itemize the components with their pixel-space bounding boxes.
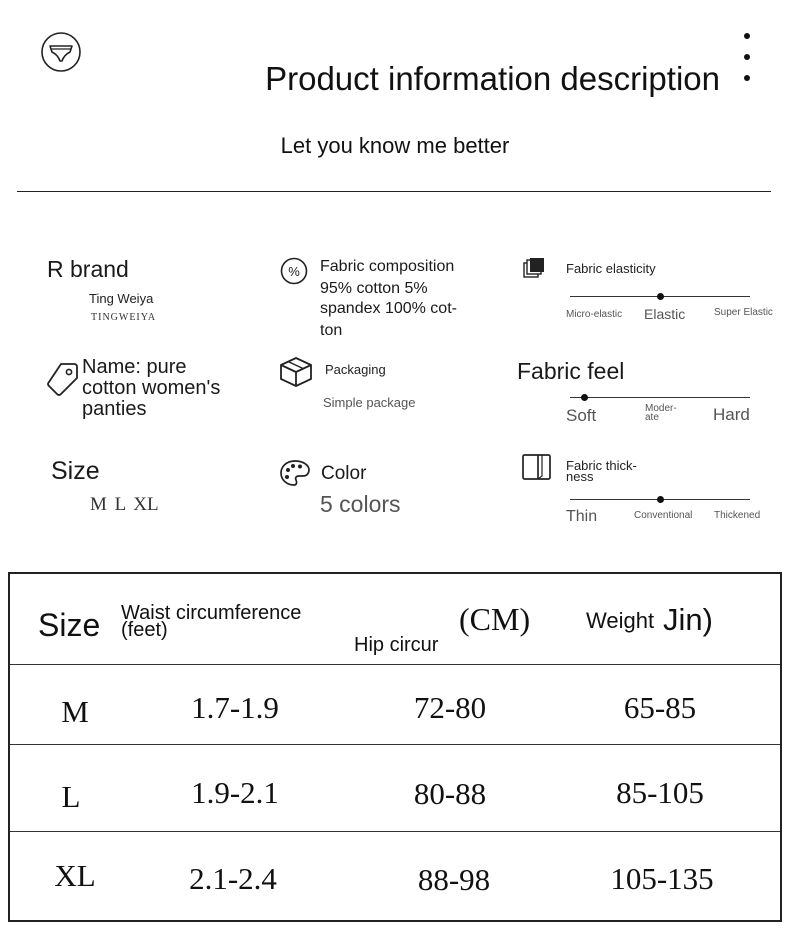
percent-icon: [280, 257, 308, 285]
table-cell-waist: 2.1-2.4: [189, 861, 277, 896]
fabric-composition-line-3: ton: [320, 322, 343, 339]
table-cell-size: L: [61, 779, 81, 814]
fabric-layers-icon: [522, 257, 546, 281]
feel-scale-marker: [581, 394, 588, 401]
fabric-elasticity-label: Fabric elasticity: [566, 261, 656, 276]
fabric-composition-line-2: spandex 100% cot-: [320, 300, 457, 317]
fabric-feel-label: Fabric feel: [517, 358, 625, 384]
fabric-composition-label: Fabric composition: [320, 258, 455, 275]
table-header-waist: [121, 602, 302, 641]
brand-label: R brand: [47, 256, 129, 282]
fabric-composition-line-1: 95% cotton 5%: [320, 280, 428, 297]
table-cell-weight: 85-105: [616, 775, 704, 810]
fabric-thickness-label-2: ness: [566, 469, 594, 484]
table-cell-size: XL: [54, 858, 96, 893]
svg-text:%: %: [288, 264, 300, 279]
feel-scale-soft: Soft: [566, 406, 597, 425]
color-value: 5 colors: [320, 491, 401, 517]
table-cell-waist: 1.7-1.9: [191, 690, 279, 725]
table-cell-weight: 105-135: [610, 861, 714, 896]
table-cell-waist: 1.9-2.1: [191, 775, 279, 810]
product-name: [82, 357, 220, 420]
color-label: Color: [321, 463, 367, 484]
table-cell-hip: 88-98: [417, 862, 491, 897]
product-name-line-2: cotton women's: [82, 377, 221, 399]
table-header-unit: (CM): [459, 601, 531, 637]
table-row-divider: [10, 744, 780, 745]
thickness-scale-marker: [657, 496, 664, 503]
elasticity-scale-marker: [657, 293, 664, 300]
underwear-logo-icon: [41, 32, 81, 72]
size-value: M L XL: [90, 494, 159, 515]
fabric-thickness-label: [566, 460, 637, 482]
product-name-line-1: Name: pure: [82, 356, 187, 378]
table-cell-weight: 65-85: [623, 690, 697, 725]
elasticity-scale-mid: Elastic: [644, 306, 686, 322]
thickness-scale-thin: Thin: [566, 508, 598, 525]
table-header-hip: Hip circur: [354, 634, 439, 656]
table-cell-hip: 80-88: [413, 776, 487, 811]
brand-name-caps: TINGWEIYA: [91, 312, 157, 323]
page-subtitle: Let you know me better: [280, 133, 510, 158]
book-icon: [522, 453, 552, 481]
elasticity-scale-low: Micro-elastic: [566, 309, 623, 320]
feel-scale-moderate-2: ate: [645, 412, 659, 423]
feel-scale-moderate: [645, 404, 677, 422]
product-name-line-3: panties: [82, 398, 147, 420]
elasticity-scale-high: Super Elastic: [714, 307, 773, 318]
feel-scale-track: [570, 397, 750, 398]
table-cell-hip: 72-80: [413, 690, 487, 725]
packaging-label: Packaging: [325, 362, 386, 377]
more-vertical-icon[interactable]: [743, 30, 753, 86]
header-divider: [17, 191, 771, 192]
fabric-thickness-label-1: Fabric thick-: [566, 458, 637, 473]
size-label: Size: [51, 457, 100, 485]
table-row-divider: [10, 831, 780, 832]
table-header-size: Size: [38, 607, 101, 643]
table-header-weight: Weight: [586, 608, 655, 633]
feel-scale-hard: Hard: [713, 405, 750, 424]
table-row-divider: [10, 664, 780, 665]
page-title: Product information description: [265, 60, 720, 97]
tag-icon: [47, 362, 79, 396]
table-cell-size: M: [61, 694, 89, 729]
table-header-weight-unit: Jin): [663, 602, 713, 637]
brand-name: Ting Weiya: [89, 291, 154, 306]
size-chart-table: [8, 572, 782, 922]
thickness-scale-thickened: Thickened: [714, 510, 761, 521]
packaging-value: Simple package: [323, 395, 416, 410]
table-header-waist-2: (feet): [121, 619, 168, 641]
table-header-waist-1: Waist circumference: [121, 602, 302, 624]
palette-icon: [279, 459, 311, 487]
box-icon: [279, 356, 313, 388]
thickness-scale-conventional: Conventional: [634, 510, 693, 521]
feel-scale-moderate-1: Moder-: [645, 403, 677, 414]
